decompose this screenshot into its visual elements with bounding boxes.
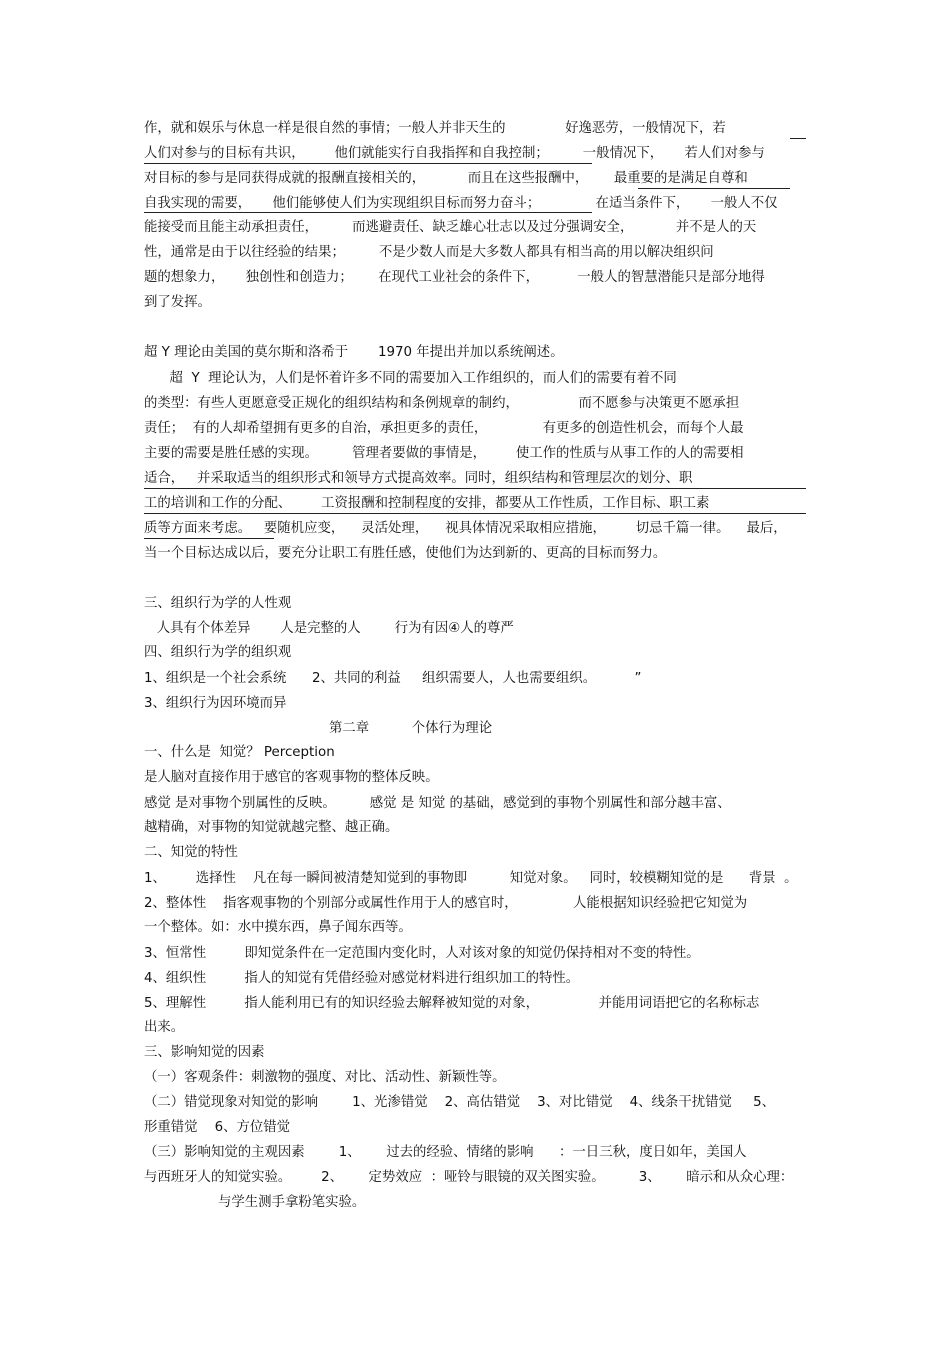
section-heading: 三、组织行为学的人性观 [144,596,292,611]
underline-rule [144,212,592,213]
text-line: 超 Y 理论由美国的莫尔斯和洛希于 1970 年提出并加以系统阐述。 [144,345,564,360]
text-line: 越精确，对事物的知觉就越完整、越正确。 [144,820,399,835]
section-heading: 三、影响知觉的因素 [144,1045,265,1060]
text-line: 责任； 有的人却希望拥有更多的自治，承担更多的责任， 有更多的创造性机会，而每个人最 [144,421,744,436]
text-line: 与学生测手拿粉笔实验。 [218,1195,366,1210]
text-line: 5、理解性 指人能利用已有的知识经验去解释被知觉的对象， 并能用词语把它的名称标志 [144,996,760,1011]
underline-rule [638,188,790,189]
text-line: 3、恒常性 即知觉条件在一定范围内变化时，人对该对象的知觉仍保持相对不变的特性。 [144,946,700,961]
text-line: 出来。 [144,1020,185,1035]
text-line: 4、组织性 指人的知觉有凭借经验对感觉材料进行组织加工的特性。 [144,971,580,986]
text-line: 一个整体。如：水中摸东西，鼻子闻东西等。 [144,920,412,935]
text-line: 工的培训和工作的分配、 工资报酬和控制程度的安排，都要从工作性质，工作目标、职工素 [144,496,710,511]
underline-rule [790,138,806,139]
text-line: 题的想象力， 独创性和创造力； 在现代工业社会的条件下， 一般人的智慧潜能只是部分地得 [144,270,765,285]
text-line: （一）客观条件：刺激物的强度、对比、活动性、新颖性等。 [144,1070,506,1085]
text-line: 能接受而且能主动承担责任， 而逃避责任、缺乏雄心壮志以及过分强调安全， 并不是人的天 [144,220,757,235]
text-line: 形重错觉 6、方位错觉 [144,1120,291,1135]
text-line: 主要的需要是胜任感的实现。 管理者要做的事情是， 使工作的性质与从事工作的人的需要相 [144,446,744,461]
text-line: （三）影响知觉的主观因素 1、 过去的经验、情绪的影响 ：一日三秋，度日如年，美国人 [144,1145,747,1160]
underline-rule [144,488,806,489]
chapter-title: 第二章 个体行为理论 [329,721,493,736]
text-line: 当一个目标达成以后，要充分让职工有胜任感，使他们为达到新的、更高的目标而努力。 [144,546,667,561]
text-line: 2、整体性 指客观事物的个别部分或属性作用于人的感官时， 人能根据知识经验把它知觉为 [144,896,748,911]
text-line: 超 Y 理论认为，人们是怀着许多不同的需要加入工作组织的，而人们的需要有着不同 [144,371,677,386]
underline-rule [144,538,274,539]
underline-rule [144,513,806,514]
underline-rule [144,163,592,164]
text-line: 的类型：有些人更愿意受正规化的组织结构和条例规章的制约， 而不愿参与决策更不愿承担 [144,396,740,411]
section-heading: 一、什么是 知觉？ Perception [144,745,335,760]
section-heading: 四、组织行为学的组织观 [144,645,292,660]
text-line: 3、组织行为因环境而异 [144,696,287,711]
text-line: 感觉 是对事物个别属性的反映。 感觉 是 知觉 的基础，感觉到的事物个别属性和部分越丰富、 [144,796,731,811]
text-line: 对目标的参与是同获得成就的报酬直接相关的， 而且在这些报酬中， 最重要的是满足自尊和 [144,171,748,186]
text-line: 作，就和娱乐与休息一样是很自然的事情；一般人并非天生的 好逸恶劳，一般情况下，若 [144,121,726,136]
text-line: 适合， 并采取适当的组织形式和领导方式提高效率。同时，组织结构和管理层次的划分、职 [144,471,693,486]
text-line: 人们对参与的目标有共识， 他们就能实行自我指挥和自我控制； 一般情况下， 若人们对参与 [144,146,765,161]
text-line: 1、 选择性 凡在每一瞬间被清楚知觉到的事物即 知觉对象。 同时，较模糊知觉的是 背景 。 [144,871,798,886]
text-line: 性，通常是由于以往经验的结果； 不是少数人而是大多数人都具有相当高的用以解决组织问 [144,245,714,260]
text-line: 与西班牙人的知觉实验。 2、 定势效应 ：哑铃与眼镜的双关图实验。 3、 暗示和从众心理： [144,1170,794,1185]
text-line: 人具有个体差异 人是完整的人 行为有因④人的尊严 [144,621,514,636]
section-heading: 二、知觉的特性 [144,845,238,860]
text-line: 是人脑对直接作用于感官的客观事物的整体反映。 [144,770,439,785]
text-line: 到了发挥。 [144,295,211,310]
text-line: 1、组织是一个社会系统 2、共同的利益 组织需要人，人也需要组织。 ” [144,671,642,686]
text-line: （二）错觉现象对知觉的影响 1、光渗错觉 2、高估错觉 3、对比错觉 4、线条干扰错觉 5、 [144,1095,776,1110]
text-line: 质等方面来考虑。 要随机应变， 灵活处理， 视具体情况采取相应措施， 切忌千篇一律。 最后， [144,521,787,536]
text-line: 自我实现的需要， 他们能够使人们为实现组织目标而努力奋斗； 在适当条件下， 一般人不仅 [144,196,778,211]
